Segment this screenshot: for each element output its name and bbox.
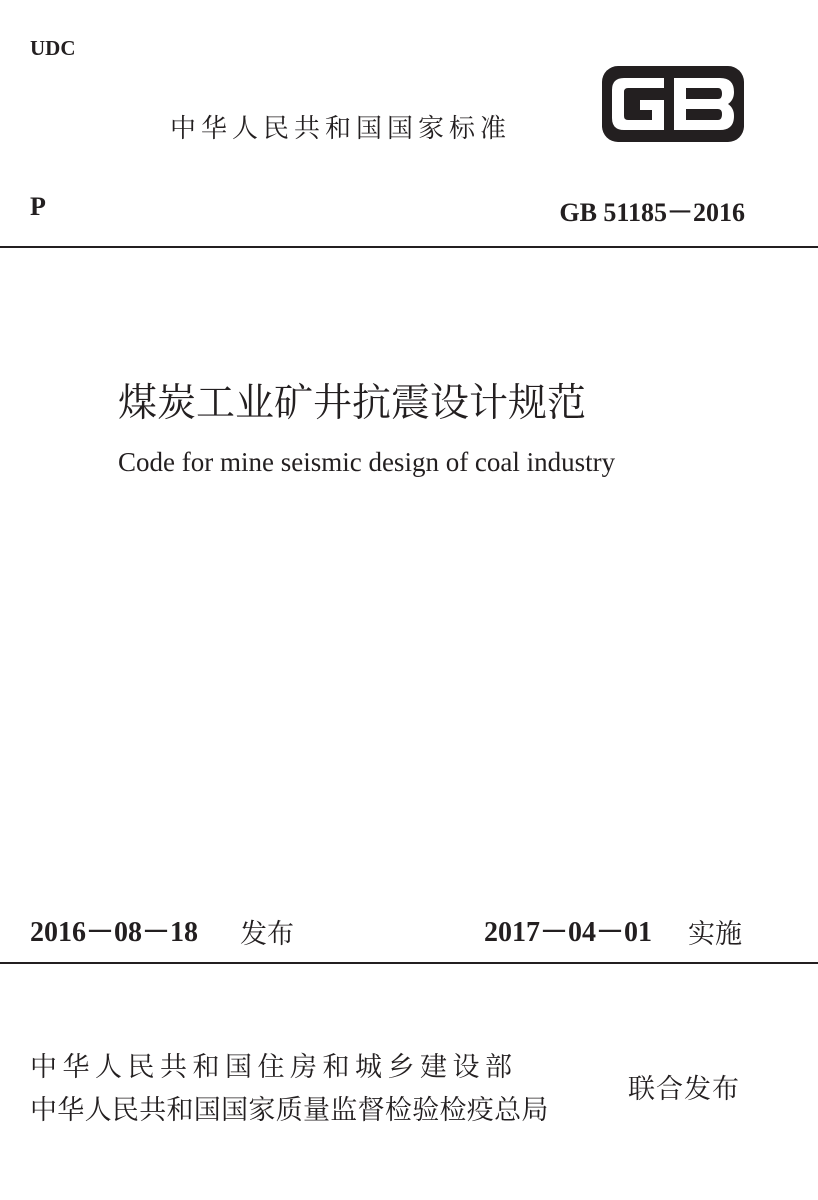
issuer-aqsiq: 中华人民共和国国家质量监督检验检疫总局 [30,1095,549,1126]
classification-code: P [30,192,46,221]
joint-issue-label: 联合发布 [628,1074,740,1105]
document-title-english: Code for mine seismic design of coal industry [118,447,616,477]
issue-date: 2016－08－18 [30,917,199,948]
document-title-chinese: 煤炭工业矿井抗震设计规范 [118,381,587,426]
issue-label: 发布 [240,919,294,950]
top-divider [0,246,818,248]
udc-label: UDC [30,36,76,60]
gb-logo [600,64,746,144]
bottom-divider [0,962,818,964]
standard-number: GB 51185－2016 [559,198,745,227]
issuer-ministry-housing: 中华人民共和国住房和城乡建设部 [30,1052,518,1083]
standard-category: 中华人民共和国国家标准 [170,114,512,144]
implementation-date: 2017－04－01 [484,917,653,948]
implementation-label: 实施 [688,919,742,950]
